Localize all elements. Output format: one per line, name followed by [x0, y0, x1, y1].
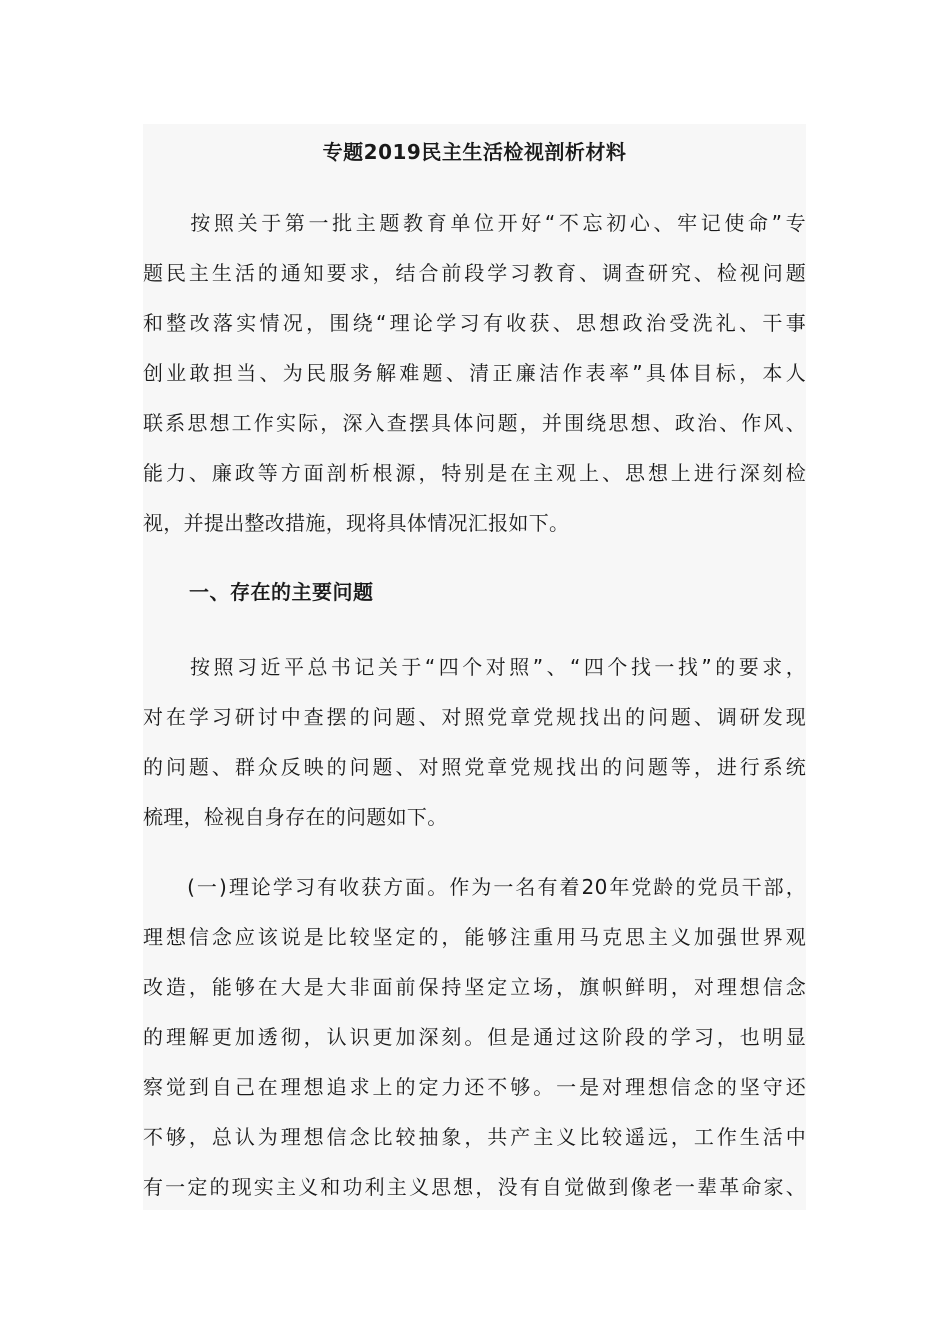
subsection-paragraph — [143, 862, 806, 1212]
section-intro-paragraph — [143, 642, 806, 842]
paragraph-line: 按照习近平总书记关于“四个对照”、“四个找一找”的要求， — [143, 655, 806, 679]
paragraph-line: 按照关于第一批主题教育单位开好“不忘初心、牢记使命”专 — [143, 211, 806, 235]
paragraph-line: 对在学习研讨中查摆的问题、对照党章党规找出的问题、调研发现 — [143, 705, 806, 729]
paragraph-line: 的理解更加透彻，认识更加深刻。但是通过这阶段的学习，也明显 — [143, 1025, 806, 1049]
paragraph-line: 梳理，检视自身存在的问题如下。 — [143, 805, 448, 829]
intro-paragraph — [143, 198, 806, 548]
paragraph-line: 有一定的现实主义和功利主义思想，没有自觉做到像老一辈革命家、 — [143, 1175, 806, 1199]
paragraph-line: 创业敢担当、为民服务解难题、清正廉洁作表率”具体目标，本人 — [143, 361, 806, 385]
document-title: 专题2019民主生活检视剖析材料 — [322, 140, 627, 164]
paragraph-line: 理想信念应该说是比较坚定的，能够注重用马克思主义加强世界观 — [143, 925, 806, 949]
paragraph-line: 题民主生活的通知要求，结合前段学习教育、调查研究、检视问题 — [143, 261, 806, 285]
paragraph-line: 察觉到自己在理想追求上的定力还不够。一是对理想信念的坚守还 — [143, 1075, 806, 1099]
paragraph-line: 的问题、群众反映的问题、对照党章党规找出的问题等，进行系统 — [143, 755, 806, 779]
paragraph-line: 能力、廉政等方面剖析根源，特别是在主观上、思想上进行深刻检 — [143, 461, 806, 485]
paragraph-line: (一)理论学习有收获方面。作为一名有着20年党龄的党员干部， — [143, 875, 806, 899]
paragraph-line: 改造，能够在大是大非面前保持坚定立场，旗帜鲜明，对理想信念 — [143, 975, 806, 999]
paragraph-line: 不够，总认为理想信念比较抽象，共产主义比较遥远，工作生活中 — [143, 1125, 806, 1149]
section-heading: 一、存在的主要问题 — [189, 580, 374, 604]
document-page — [143, 124, 806, 1210]
paragraph-line: 和整改落实情况，围绕“理论学习有收获、思想政治受洗礼、干事 — [143, 311, 806, 335]
paragraph-line: 视，并提出整改措施，现将具体情况汇报如下。 — [143, 511, 570, 535]
paragraph-line: 联系思想工作实际，深入查摆具体问题，并围绕思想、政治、作风、 — [143, 411, 806, 435]
